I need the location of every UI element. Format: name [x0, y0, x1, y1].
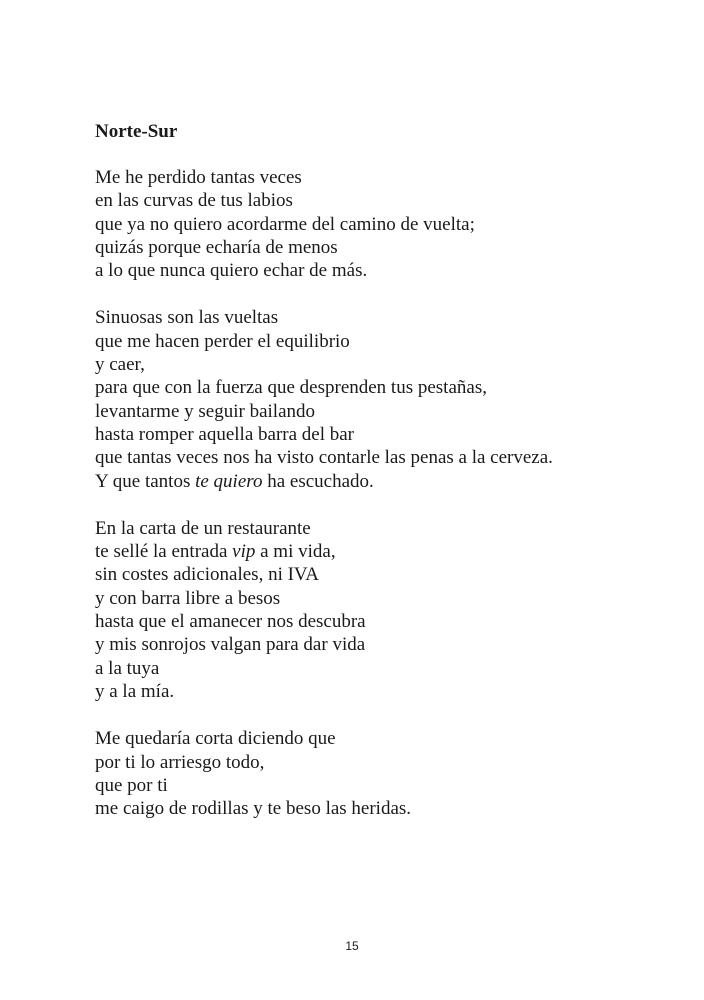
verse-line: [95, 470, 675, 493]
verse-line: Sinuosas son las vueltas: [95, 307, 279, 329]
verse-line: quizás porque echaría de menos: [95, 236, 338, 258]
verse-line: a la tuya: [95, 657, 160, 679]
emphasized-text: te quiero: [195, 470, 263, 492]
stanza: [95, 306, 675, 492]
verse-text: te sellé la entrada: [95, 541, 233, 563]
verse-line: que me hacen perder el equilibrio: [95, 330, 350, 352]
verse-line: que por ti: [95, 774, 168, 796]
verse-line: sin costes adicionales, ni IVA: [95, 564, 319, 586]
verse-text: ha escuchado.: [262, 470, 374, 492]
verse-line: y mis sonrojos valgan para dar vida: [95, 634, 366, 656]
verse-line: Me he perdido tantas veces: [95, 167, 302, 188]
verse-line: y con barra libre a besos: [95, 587, 281, 609]
verse-line: En la carta de un restaurante: [95, 517, 311, 539]
stanza: [95, 517, 675, 703]
verse-text: a mi vida,: [255, 541, 336, 563]
verse-line: en las curvas de tus labios: [95, 190, 293, 212]
verse-line: y a la mía.: [95, 680, 175, 702]
verse-line: y caer,: [95, 354, 145, 376]
stanza: [95, 166, 675, 282]
verse-line: a lo que nunca quiero echar de más.: [95, 260, 368, 282]
verse-line: hasta romper aquella barra del bar: [95, 423, 355, 445]
verse-text: Y que tantos: [95, 470, 196, 492]
verse-line: para que con la fuerza que desprenden tus pestañas,: [95, 377, 487, 399]
verse-line: que ya no quiero acordarme del camino de vuelta;: [95, 213, 475, 235]
page-number: 15: [345, 939, 359, 953]
verse-line: [95, 540, 675, 563]
verse-line: por ti lo arriesgo todo,: [95, 751, 265, 773]
verse-line: Me quedaría corta diciendo que: [95, 728, 336, 750]
emphasized-text: vip: [232, 541, 256, 563]
poem-body: [95, 166, 675, 844]
verse-line: me caigo de rodillas y te beso las heridas.: [95, 798, 412, 820]
verse-line: que tantas veces nos ha visto contarle las penas a la cerveza.: [95, 447, 553, 469]
poem-title: Norte-Sur: [95, 121, 178, 142]
verse-line: levantarme y seguir bailando: [95, 400, 316, 422]
verse-line: hasta que el amanecer nos descubra: [95, 611, 366, 633]
stanza: [95, 727, 675, 820]
